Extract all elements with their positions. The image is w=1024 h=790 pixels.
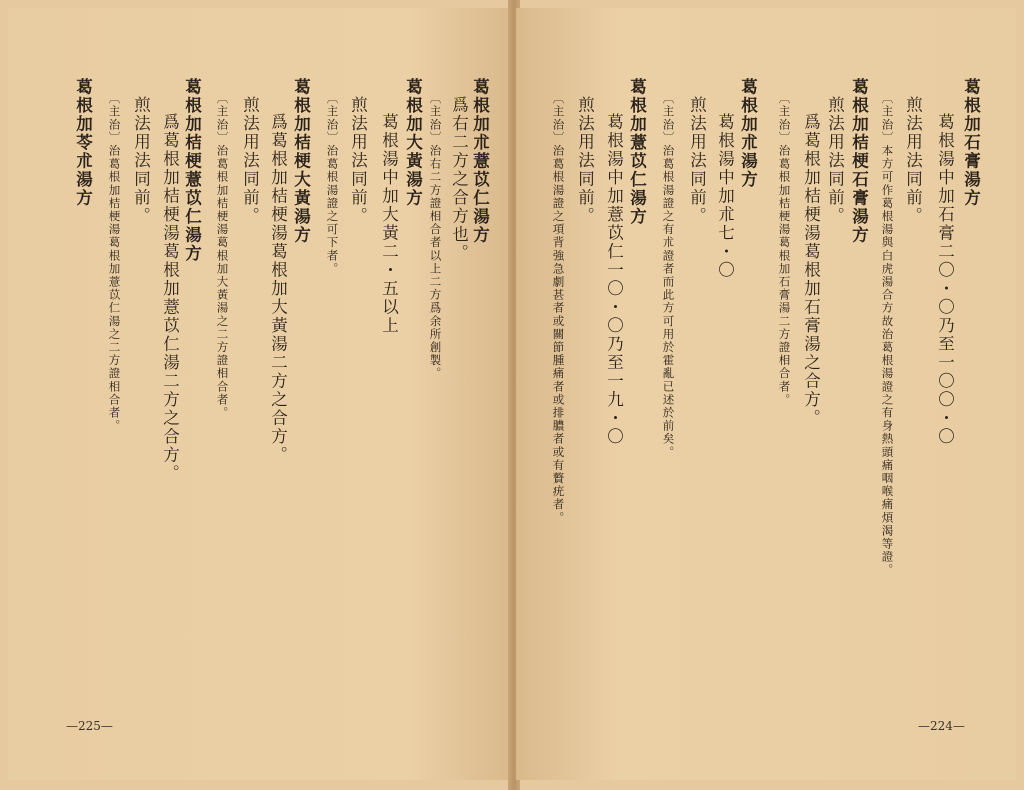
text-line: 爲葛根加桔梗湯葛根加大黃湯二方之合方。 [268,113,288,465]
text-line: 煎法用法同前。 [240,96,260,226]
text-line: 〔主治〕治葛根加桔梗湯葛根加薏苡仁湯之二方證相合者。 [107,92,122,433]
text-line: 〔主治〕治葛根加桔梗湯葛根加石膏湯二方證相合者。 [777,92,792,407]
text-line: 煎法用法同前。 [903,96,923,226]
text-line: 葛根加朮湯方 [738,78,758,189]
text-line: 葛根湯中加朮七・〇 [715,113,735,280]
text-line: 〔主治〕治葛根加桔梗湯葛根加大黃湯之二方證相合者。 [215,92,230,420]
text-line: 葛根加桔梗薏苡仁湯方 [182,78,202,263]
text-line: 葛根加石膏湯方 [961,78,981,208]
text-line: 葛根加桔梗大黃湯方 [291,78,311,245]
text-line: 〔主治〕治葛根湯證之有朮證者而此方可用於霍亂已述於前矣。 [661,92,676,459]
text-line: 葛根加苓朮湯方 [73,78,93,208]
text-line: 煎法用法同前。 [575,96,595,226]
right-page [516,8,1016,780]
text-line: 爲葛根加桔梗湯葛根加石膏湯之合方。 [801,113,821,428]
text-line: 〔主治〕本方可作葛根湯與白虎湯合方故治葛根湯證之有身熱頭痛咽喉痛煩渴等證。 [880,92,895,577]
left-page [8,8,512,780]
text-line: 葛根加朮薏苡仁湯方 [470,78,490,245]
text-line: 〔主治〕治葛根湯證之項背強急劇甚者或關節腫痛者或排膿者或有贅疣者。 [551,92,566,525]
text-line: 〔主治〕治右二方證相合者以上二方爲余所創製。 [428,92,443,381]
text-line: 煎法用法同前。 [825,96,845,226]
text-line: 煎法用法同前。 [687,96,707,226]
text-line: 葛根加桔梗石膏湯方 [849,78,869,245]
text-line: 煎法用法同前。 [348,96,368,226]
text-line: 葛根湯中加大黃二・五以上 [379,113,399,335]
text-line: 葛根加薏苡仁湯方 [627,78,647,226]
text-line: 煎法用法同前。 [131,96,151,226]
page-number: —224— [918,719,965,733]
text-line: 葛根加大黃湯方 [403,78,423,208]
text-line: 葛根湯中加石膏二〇・〇乃至一〇〇・〇 [935,113,955,446]
text-line: 爲右二方之合方也。 [449,96,469,263]
text-line: 爲葛根加桔梗湯葛根加薏苡仁湯二方之合方。 [160,113,180,483]
page-number: —225— [66,719,113,733]
text-line: 〔主治〕治葛根湯證之可下者。 [325,92,340,276]
text-line: 葛根湯中加薏苡仁一〇・〇乃至一九・〇 [604,113,624,446]
